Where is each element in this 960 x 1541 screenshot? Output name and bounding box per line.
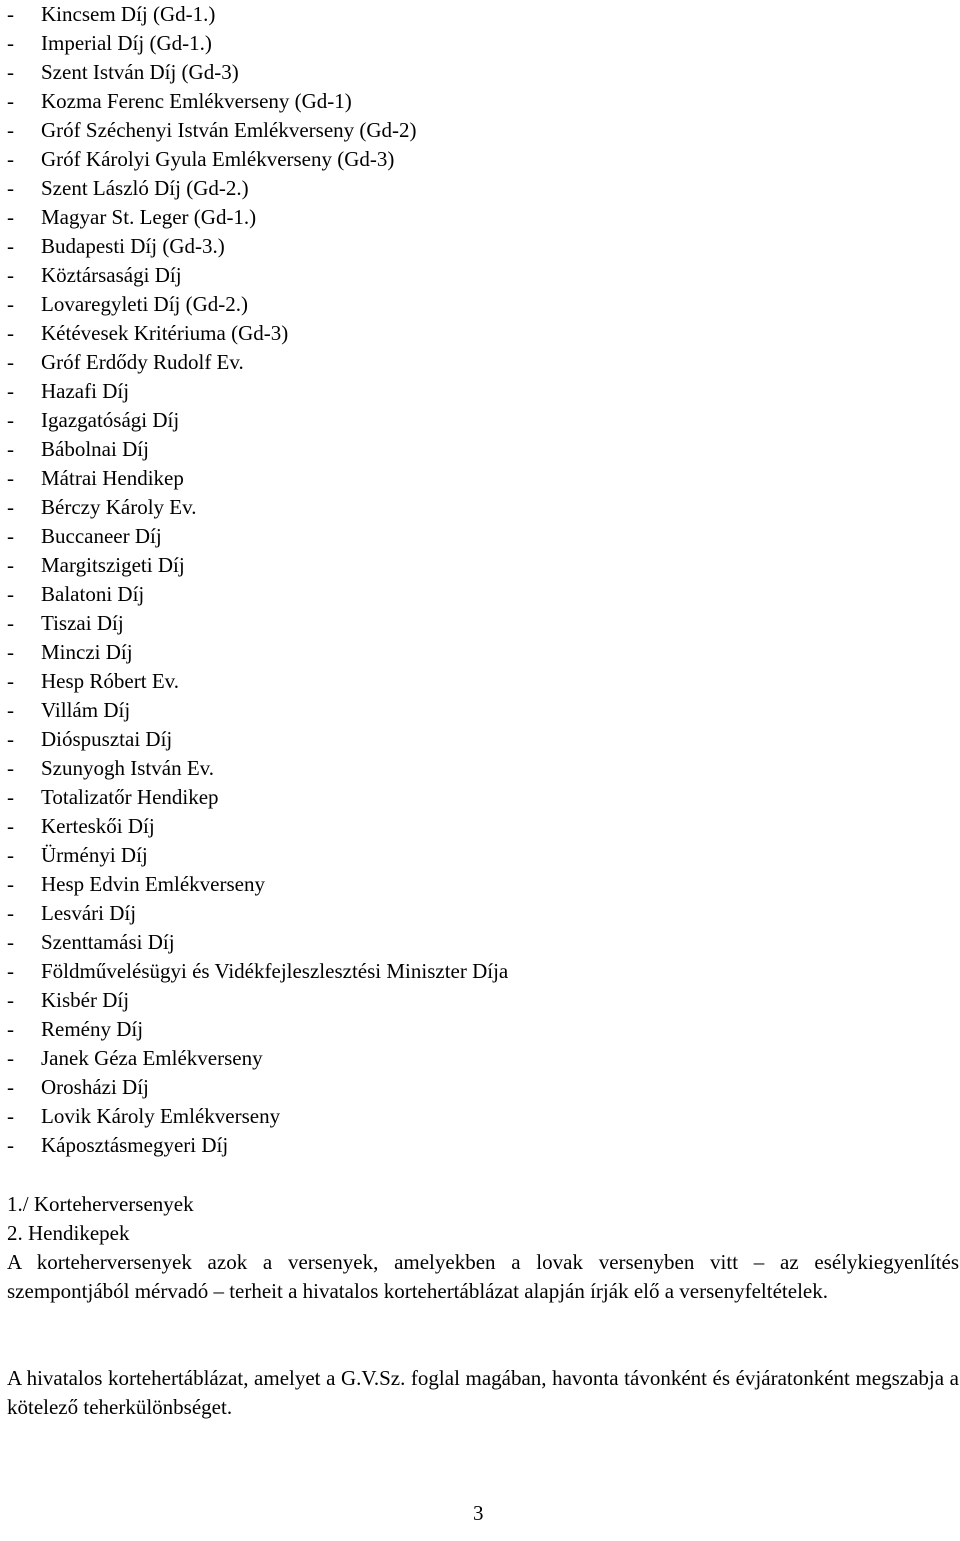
list-item-label: Köztársasági Díj [41, 263, 182, 287]
list-item-label: Dióspusztai Díj [41, 727, 173, 751]
list-dash: - [7, 466, 14, 490]
list-item-label: Kozma Ferenc Emlékverseny (Gd-1) [41, 89, 352, 113]
list-item-label: Buccaneer Díj [41, 524, 162, 548]
list-item-label: Budapesti Díj (Gd-3.) [41, 234, 225, 258]
list-item [0, 87, 508, 116]
list-item [0, 957, 508, 986]
paragraph-kortehertablazat: A hivatalos kortehertáblázat, amelyet a G.V.Sz. foglal magában, havonta távonként és évjáratonként megszabja a kötelező teherkülönbséget. [7, 1366, 959, 1419]
list-dash: - [7, 698, 14, 722]
list-dash: - [7, 31, 14, 55]
list-dash: - [7, 292, 14, 316]
list-item [0, 1131, 508, 1160]
list-item-label: Lovik Károly Emlékverseny [41, 1104, 281, 1128]
list-item [0, 348, 508, 377]
list-dash: - [7, 89, 14, 113]
list-item-label: Gróf Széchenyi István Emlékverseny (Gd-2) [41, 118, 417, 142]
list-dash: - [7, 756, 14, 780]
list-item [0, 58, 508, 87]
list-item-label: Tiszai Díj [41, 611, 124, 635]
list-item-label: Hesp Róbert Ev. [41, 669, 180, 693]
heading-hendikepek: 2. Hendikepek [7, 1221, 130, 1245]
list-item [0, 638, 508, 667]
list-item [0, 725, 508, 754]
list-item-label: Lovaregyleti Díj (Gd-2.) [41, 292, 249, 316]
list-item-label: Villám Díj [41, 698, 131, 722]
list-item [0, 522, 508, 551]
list-item [0, 29, 508, 58]
list-dash: - [7, 843, 14, 867]
list-item-label: Hesp Edvin Emlékverseny [41, 872, 265, 896]
list-item [0, 406, 508, 435]
list-dash: - [7, 1133, 14, 1157]
list-item-label: Imperial Díj (Gd-1.) [41, 31, 212, 55]
list-item-label: Totalizatőr Hendikep [41, 785, 219, 809]
list-item-label: Bérczy Károly Ev. [41, 495, 197, 519]
list-item-label: Balatoni Díj [41, 582, 145, 606]
list-dash: - [7, 611, 14, 635]
list-item-label: Minczi Díj [41, 640, 133, 664]
list-dash: - [7, 350, 14, 374]
heading-korteherversenyek: 1./ Korteherversenyek [7, 1192, 194, 1216]
list-dash: - [7, 379, 14, 403]
list-dash: - [7, 872, 14, 896]
list-dash: - [7, 176, 14, 200]
list-item-label: Remény Díj [41, 1017, 144, 1041]
list-dash: - [7, 263, 14, 287]
page-number: 3 [473, 1501, 484, 1525]
list-dash: - [7, 553, 14, 577]
list-item [0, 493, 508, 522]
list-item [0, 203, 508, 232]
list-item-label: Káposztásmegyeri Díj [41, 1133, 229, 1157]
list-dash: - [7, 901, 14, 925]
list-dash: - [7, 205, 14, 229]
list-dash: - [7, 669, 14, 693]
list-item-label: Kétévesek Kritériuma (Gd-3) [41, 321, 289, 345]
list-item-label: Mátrai Hendikep [41, 466, 184, 490]
list-item-label: Janek Géza Emlékverseny [41, 1046, 263, 1070]
section-headings [7, 1190, 194, 1248]
list-item-label: Szent László Díj (Gd-2.) [41, 176, 249, 200]
list-item-label: Szenttamási Díj [41, 930, 175, 954]
list-dash: - [7, 814, 14, 838]
list-item-label: Margitszigeti Díj [41, 553, 185, 577]
list-dash: - [7, 147, 14, 171]
list-item [0, 1015, 508, 1044]
list-item [0, 261, 508, 290]
list-dash: - [7, 930, 14, 954]
list-item-label: Kisbér Díj [41, 988, 130, 1012]
list-dash: - [7, 437, 14, 461]
list-item-label: Hazafi Díj [41, 379, 130, 403]
list-dash: - [7, 524, 14, 548]
list-dash: - [7, 582, 14, 606]
list-item [0, 1073, 508, 1102]
list-item-label: Kerteskői Díj [41, 814, 155, 838]
list-item [0, 377, 508, 406]
list-item-label: Orosházi Díj [41, 1075, 149, 1099]
list-item-label: Kincsem Díj (Gd-1.) [41, 2, 216, 26]
list-item [0, 696, 508, 725]
list-item [0, 754, 508, 783]
list-dash: - [7, 60, 14, 84]
list-item [0, 1044, 508, 1073]
list-item-label: Igazgatósági Díj [41, 408, 180, 432]
list-item [0, 174, 508, 203]
list-item [0, 0, 508, 29]
list-dash: - [7, 1046, 14, 1070]
list-item-label: Lesvári Díj [41, 901, 137, 925]
list-dash: - [7, 118, 14, 142]
list-dash: - [7, 727, 14, 751]
list-item [0, 551, 508, 580]
list-item [0, 116, 508, 145]
list-item [0, 435, 508, 464]
list-item-label: Szent István Díj (Gd-3) [41, 60, 239, 84]
list-item [0, 928, 508, 957]
list-dash: - [7, 2, 14, 26]
list-item [0, 812, 508, 841]
list-item-label: Bábolnai Díj [41, 437, 149, 461]
list-item [0, 783, 508, 812]
list-item-label: Szunyogh István Ev. [41, 756, 215, 780]
list-item [0, 319, 508, 348]
list-item [0, 1102, 508, 1131]
list-dash: - [7, 321, 14, 345]
list-dash: - [7, 1075, 14, 1099]
list-item-label: Földművelésügyi és Vidékfejleszlesztési Miniszter Díja [41, 959, 509, 983]
list-item-label: Magyar St. Leger (Gd-1.) [41, 205, 257, 229]
list-dash: - [7, 1104, 14, 1128]
list-dash: - [7, 408, 14, 432]
list-item [0, 580, 508, 609]
list-item [0, 609, 508, 638]
list-item [0, 986, 508, 1015]
list-dash: - [7, 785, 14, 809]
list-item-label: Gróf Erdődy Rudolf Ev. [41, 350, 244, 374]
list-item [0, 290, 508, 319]
list-item [0, 899, 508, 928]
list-dash: - [7, 234, 14, 258]
list-item [0, 145, 508, 174]
list-dash: - [7, 959, 14, 983]
list-item [0, 841, 508, 870]
list-item [0, 667, 508, 696]
list-dash: - [7, 495, 14, 519]
list-item-label: Ürményi Díj [41, 843, 148, 867]
paragraph-korteherversenyek: A korteherversenyek azok a versenyek, amelyekben a lovak versenyben vitt – az esélykiegyenlítés szempontjából mérvadó – terheit a hivatalos kortehertáblázat alapján írják elő a versenyfeltételek. [7, 1250, 959, 1303]
list-dash: - [7, 640, 14, 664]
list-item [0, 464, 508, 493]
list-item-label: Gróf Károlyi Gyula Emlékverseny (Gd-3) [41, 147, 395, 171]
list-item [0, 870, 508, 899]
race-list [0, 0, 508, 1160]
list-dash: - [7, 988, 14, 1012]
list-item [0, 232, 508, 261]
list-dash: - [7, 1017, 14, 1041]
